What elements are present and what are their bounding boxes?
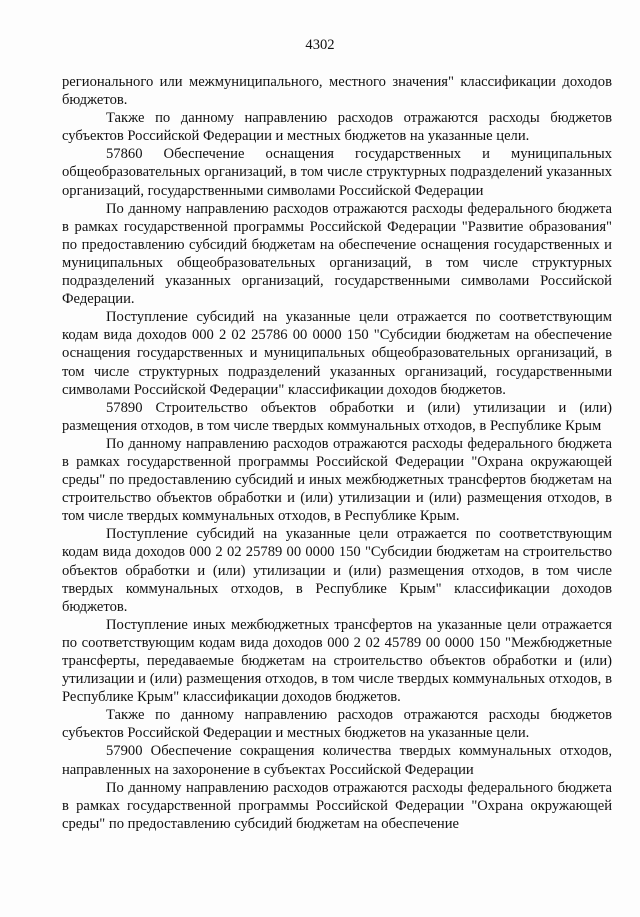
section-heading-57900: 57900 Обеспечение сокращения количества твердых коммунальных отходов, направленных на захоронение в субъектах Российской Федерации (62, 743, 612, 778)
page-number: 4302 (305, 37, 335, 53)
section-heading-57890: 57890 Строительство объектов обработки и (или) утилизации и (или) размещения отходов, в том числе твердых коммунальных отходов, в Республике Крым (62, 399, 612, 434)
paragraph: Также по данному направлению расходов отражаются расходы бюджетов субъектов Российской Федерации и местных бюджетов на указанные цели. (62, 707, 612, 742)
paragraph: Также по данному направлению расходов отражаются расходы бюджетов субъектов Российской Федерации и местных бюджетов на указанные цели. (62, 110, 612, 145)
paragraph: По данному направлению расходов отражаются расходы федерального бюджета в рамках государственной программы Российской Федерации "Охрана окружающей среды" по предоставлению субсидий и иных межбюджетных трансфертов бюджетам на строительство объектов обработки и (или) утилизации и (или) размещения отходов, в том числе твердых коммунальных отходов, в Республике Крым. (62, 435, 612, 525)
paragraph-continuation: регионального или межмуниципального, местного значения" классификации доходов бюджетов. (62, 74, 612, 109)
document-body (62, 73, 612, 833)
paragraph: Поступление субсидий на указанные цели отражается по соответствующим кодам вида доходов 000 2 02 25786 00 0000 150 "Субсидии бюджетам на обеспечение оснащения государственных и муниципальных общеобразовательных организаций, в том числе структурных подразделений указанных организаций, государственными символами Российской Федерации" классификации доходов бюджетов. (62, 309, 612, 398)
paragraph: Поступление иных межбюджетных трансфертов на указанные цели отражается по соответствующим кодам вида доходов 000 2 02 45789 00 0000 150 "Межбюджетные трансферты, передаваемые бюджетам на строительство объектов обработки и (или) утилизации и (или) размещения отходов, в том числе твердых коммунальных отходов, в Республике Крым" классификации доходов бюджетов. (62, 616, 612, 706)
paragraph: По данному направлению расходов отражаются расходы федерального бюджета в рамках государственной программы Российской Федерации "Развитие образования" по предоставлению субсидий бюджетам на обеспечение оснащения государственных и муниципальных общеобразовательных организаций, в том числе структурных подразделений указанных организаций, государственными символами Российской Федерации. (62, 200, 612, 308)
paragraph-truncated: По данному направлению расходов отражаются расходы федерального бюджета в рамках государственной программы Российской Федерации "Охрана окружающей среды" по предоставлению субсидий бюджетам на обеспечение (62, 779, 612, 832)
paragraph: Поступление субсидий на указанные цели отражается по соответствующим кодам вида доходов 000 2 02 25789 00 0000 150 "Субсидии бюджетам на строительство объектов обработки и (или) утилизации и (или) размещения отходов, в том числе твердых коммунальных отходов, в Республике Крым" классификации доходов бюджетов. (62, 526, 612, 615)
section-heading-57860: 57860 Обеспечение оснащения государственных и муниципальных общеобразовательных организаций, в том числе структурных подразделений указанных организаций, государственными символами Российской Федерации (62, 146, 612, 199)
